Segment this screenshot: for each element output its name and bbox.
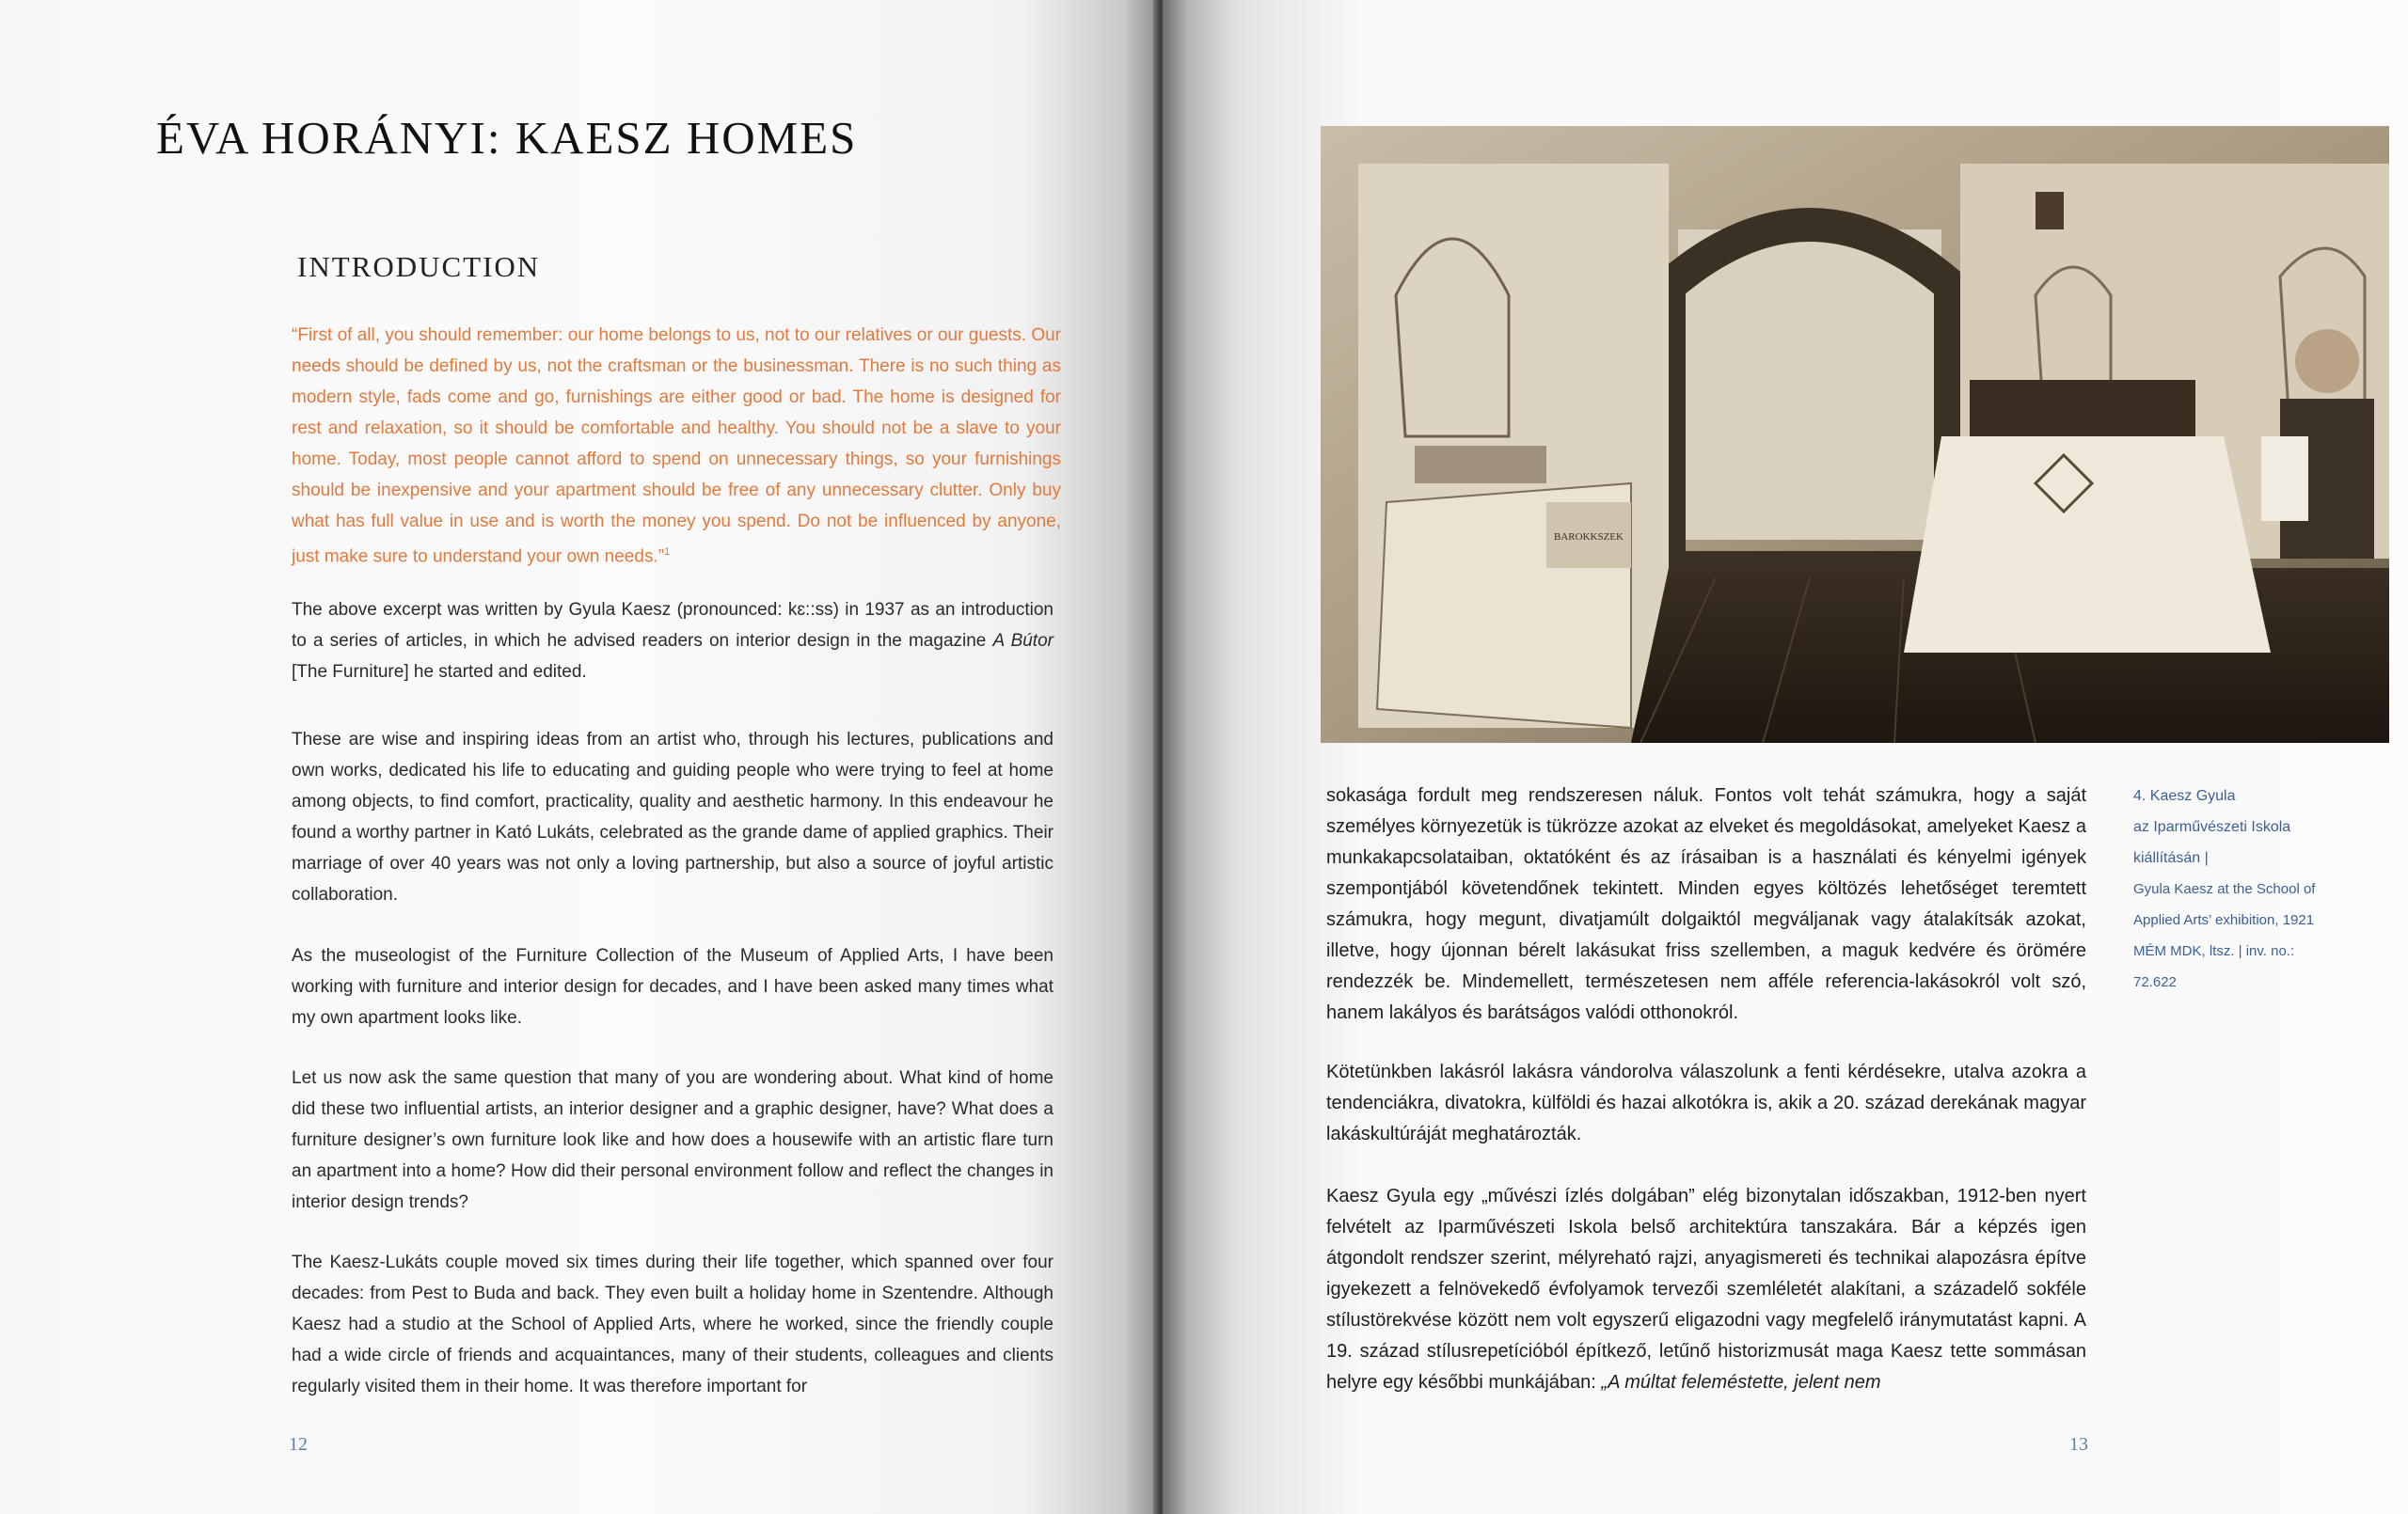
body-paragraph: The Kaesz-Lukáts couple moved six times during their life together, which spanned over four decades: from Pest to Buda and back. They even built a holiday home in Szentendre. Although Kaesz had a studio at the School of Applied Arts, where he worked, since the friendly couple had a wide circle of friends and acquaintances, many of their students, colleagues and clients regularly visited them in their home. It was therefore important for [292,1253,1054,1396]
body-paragraph [292,594,1054,687]
section-heading: INTRODUCTION [297,250,541,283]
caption-line: 4. Kaesz Gyula [2133,788,2236,804]
opening-quote [292,320,1061,572]
page-number-left: 12 [289,1434,308,1455]
exhibition-photo [1321,126,2389,743]
exhibition-photo-illustration [1321,126,2389,743]
photo-sign-text: BAROKKSZEK [1554,531,1624,543]
hungarian-paragraph: sokasága fordult meg rendszeresen náluk. Fontos volt tehát számukra, hogy a saját személyes környezetük is tükrözze azokat az elveket és megoldásokat, amelyeket Kaesz a munkakapcsolataiban, oktatóként és az írásaiban is a használati és kényelmi igények szempontjából követendőnek tekintett. Minden egyes költözés lehetőséget teremtett számukra, hogy megunt, divatjamúlt dolgaiktól megváljanak vagy átalakítsák azokat, illetve, hogy újonnan bérelt lakásukat friss szellemben, a maguk kedvére és örömére rendezzék be. Mindemellett, természetesen nem afféle referencia-lakásokról volt szó, hanem lakályos és barátságos valódi otthonokról. [1326,785,2086,1023]
quote-text: “First of all, you should remember: our home belongs to us, not to our relatives or our guests. Our needs should be defined by us, not the craftsman or the businessman. There is no such thing as modern style, fads come and go, furnishings are either good or bad. The home is designed for rest and relaxation, so it should be comfortable and healthy. You should not be a slave to your home. Today, most people cannot afford to spend on unnecessary things, so your furnishings should be inexpensive and your apartment should be free of any unnecessary clutter. Only buy what has full value in use and is worth the money you spend. Do not be influenced by anyone, just make sure to understand your own needs.” [292,325,1061,567]
para1-text-end: [The Furniture] he started and edited. [292,662,587,682]
body-paragraph: Let us now ask the same question that many of you are wondering about. What kind of home did these two influential artists, an interior designer and a graphic designer, have? What does a furniture designer’s own furniture look like and how does a housewife with an artistic flare turn an apartment into a home? How did their personal environment follow and reflect the changes in interior design trends? [292,1068,1054,1212]
caption-line: az Iparművészeti Iskola [2133,819,2291,835]
footnote-marker: 1 [664,546,671,558]
caption-line: Gyula Kaesz at the School of [2133,881,2316,897]
caption-line: kiállításán | [2133,850,2209,866]
body-paragraph: As the museologist of the Furniture Collection of the Museum of Applied Arts, I have been working with furniture and interior design for decades, and I have been asked many times what my own apartment looks like. [292,946,1054,1028]
hungarian-paragraph: Kötetünkben lakásról lakásra vándorolva válaszolunk a fenti kérdésekre, utalva azokra a tendenciákra, divatokra, külföldi és hazai alkotókra is, akik a 20. század derekának magyar lakáskultúráját meghatározták. [1326,1062,2086,1144]
body-paragraph: These are wise and inspiring ideas from an artist who, through his lectures, publications and own works, dedicated his life to educating and guiding people who were trying to feel at home among objects, to find comfort, practicality, quality and aesthetic harmony. In this endeavour he found a worthy partner in Kató Lukáts, celebrated as the grande dame of applied graphics. Their marriage of over 40 years was not only a loving partnership, but also a source of joyful artistic collaboration. [292,730,1054,905]
quoted-text: „A múltat feleméstette, jelent nem [1601,1372,1881,1393]
article-title: ÉVA HORÁNYI: KAESZ HOMES [156,112,858,164]
page-number-right: 13 [2069,1434,2088,1455]
para1-text: The above excerpt was written by Gyula Kaesz (pronounced: kɛ::ss) in 1937 as an introduction to a series of articles, in which he advised readers on interior design in the magazine [292,600,1054,651]
hungarian-paragraph [1326,1181,2086,1398]
caption-line: Applied Arts’ exhibition, 1921 [2133,912,2315,928]
caption-line: 72.622 [2133,974,2177,990]
photo-caption [2133,781,2331,998]
left-page [0,0,1159,1514]
caption-line: MÉM MDK, ltsz. | inv. no.: [2133,943,2295,959]
magazine-title: A Bútor [992,631,1054,651]
para3-text: Kaesz Gyula egy „művészi ízlés dolgában” elég bizonytalan időszakban, 1912-ben nyert felvételt az Iparművészeti Iskola belső architektúra tanszakára. Bár a képzés igen átgondolt rendszer szerint, mélyreható rajzi, anyagismereti és technikai alapozásra építve igyekezett a felnövekedő évfolyamok tervezői szemléletét alakítani, a századelő sokféle stílustörekvése között nem volt egyszerű eligazodni vagy megfelelő iránymutatást kapni. A 19. század stílusrepetícióból építkező, letűnő historizmusát maga Kaesz tette sommásan helyre egy későbbi munkájában: [1326,1186,2086,1393]
